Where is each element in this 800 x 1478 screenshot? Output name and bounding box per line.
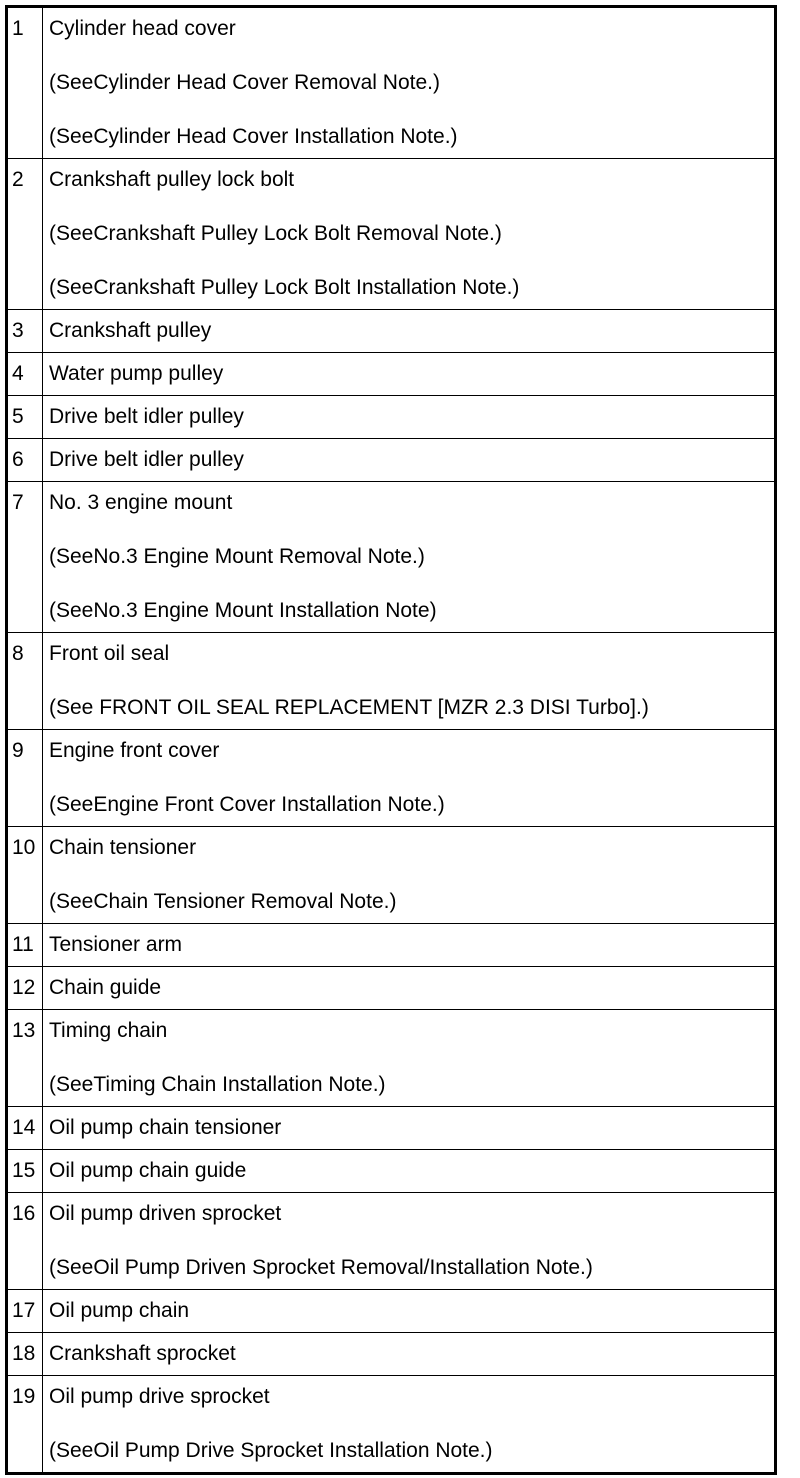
part-number: 4 (7, 353, 43, 396)
part-name: Crankshaft pulley lock bolt (49, 168, 295, 191)
part-note: (SeeNo.3 Engine Mount Installation Note) (49, 599, 437, 622)
part-number: 5 (7, 396, 43, 439)
part-name: Crankshaft sprocket (49, 1342, 236, 1365)
part-name: Drive belt idler pulley (49, 405, 244, 428)
part-note: (SeeNo.3 Engine Mount Removal Note.) (49, 545, 425, 568)
part-name: No. 3 engine mount (49, 491, 233, 514)
parts-table-body (7, 7, 776, 1474)
part-note: (SeeChain Tensioner Removal Note.) (49, 890, 397, 913)
part-number: 15 (7, 1150, 43, 1193)
part-name: Drive belt idler pulley (49, 448, 244, 471)
part-number: 6 (7, 439, 43, 482)
part-name: Tensioner arm (49, 933, 183, 956)
part-description (43, 310, 776, 353)
part-description (43, 1290, 776, 1333)
part-number: 18 (7, 1333, 43, 1376)
part-description (43, 1333, 776, 1376)
part-name: Oil pump chain tensioner (49, 1116, 282, 1139)
part-number: 2 (7, 159, 43, 310)
part-description (43, 482, 776, 633)
table-row (7, 967, 776, 1010)
table-row (7, 159, 776, 310)
part-number: 8 (7, 633, 43, 730)
part-description (43, 924, 776, 967)
part-description (43, 396, 776, 439)
part-name: Engine front cover (49, 739, 220, 762)
table-row (7, 439, 776, 482)
part-name: Timing chain (49, 1019, 168, 1042)
part-description (43, 159, 776, 310)
part-description (43, 353, 776, 396)
part-name: Water pump pulley (49, 362, 224, 385)
table-row (7, 482, 776, 633)
part-description (43, 633, 776, 730)
part-number: 19 (7, 1376, 43, 1474)
part-note: (SeeEngine Front Cover Installation Note.) (49, 793, 445, 816)
table-row (7, 1150, 776, 1193)
part-description (43, 1107, 776, 1150)
part-description (43, 439, 776, 482)
part-note: (SeeCrankshaft Pulley Lock Bolt Removal Note.) (49, 222, 502, 245)
part-number: 1 (7, 7, 43, 159)
part-number: 7 (7, 482, 43, 633)
part-description (43, 1193, 776, 1290)
table-row (7, 1010, 776, 1107)
table-row (7, 730, 776, 827)
part-description (43, 1010, 776, 1107)
part-note: (SeeCylinder Head Cover Installation Note.) (49, 125, 458, 148)
part-note: (SeeCrankshaft Pulley Lock Bolt Installation Note.) (49, 276, 520, 299)
table-row (7, 396, 776, 439)
table-row (7, 1376, 776, 1474)
part-note: (SeeTiming Chain Installation Note.) (49, 1073, 386, 1096)
part-description (43, 1150, 776, 1193)
table-row (7, 827, 776, 924)
table-row (7, 1290, 776, 1333)
part-name: Front oil seal (49, 642, 170, 665)
part-note: (SeeOil Pump Drive Sprocket Installation Note.) (49, 1439, 493, 1462)
part-note: (SeeOil Pump Driven Sprocket Removal/Installation Note.) (49, 1256, 593, 1279)
table-row (7, 1107, 776, 1150)
part-number: 10 (7, 827, 43, 924)
part-number: 11 (7, 924, 43, 967)
part-note: (See FRONT OIL SEAL REPLACEMENT [MZR 2.3 DISI Turbo].) (49, 696, 649, 719)
part-number: 13 (7, 1010, 43, 1107)
part-number: 3 (7, 310, 43, 353)
table-row (7, 353, 776, 396)
part-name: Oil pump chain guide (49, 1159, 247, 1182)
part-description (43, 967, 776, 1010)
part-description (43, 7, 776, 159)
part-number: 12 (7, 967, 43, 1010)
part-note: (SeeCylinder Head Cover Removal Note.) (49, 71, 440, 94)
table-row (7, 1193, 776, 1290)
table-row (7, 924, 776, 967)
part-description (43, 827, 776, 924)
part-description (43, 1376, 776, 1474)
part-name: Crankshaft pulley (49, 319, 212, 342)
part-name: Chain guide (49, 976, 162, 999)
table-row (7, 633, 776, 730)
table-row (7, 1333, 776, 1376)
table-row (7, 310, 776, 353)
part-name: Oil pump drive sprocket (49, 1385, 270, 1408)
part-description (43, 730, 776, 827)
parts-table (5, 5, 777, 1475)
part-name: Cylinder head cover (49, 17, 236, 40)
part-name: Oil pump chain (49, 1299, 190, 1322)
part-name: Oil pump driven sprocket (49, 1202, 282, 1225)
part-number: 17 (7, 1290, 43, 1333)
part-name: Chain tensioner (49, 836, 197, 859)
part-number: 16 (7, 1193, 43, 1290)
part-number: 14 (7, 1107, 43, 1150)
part-number: 9 (7, 730, 43, 827)
table-row (7, 7, 776, 159)
